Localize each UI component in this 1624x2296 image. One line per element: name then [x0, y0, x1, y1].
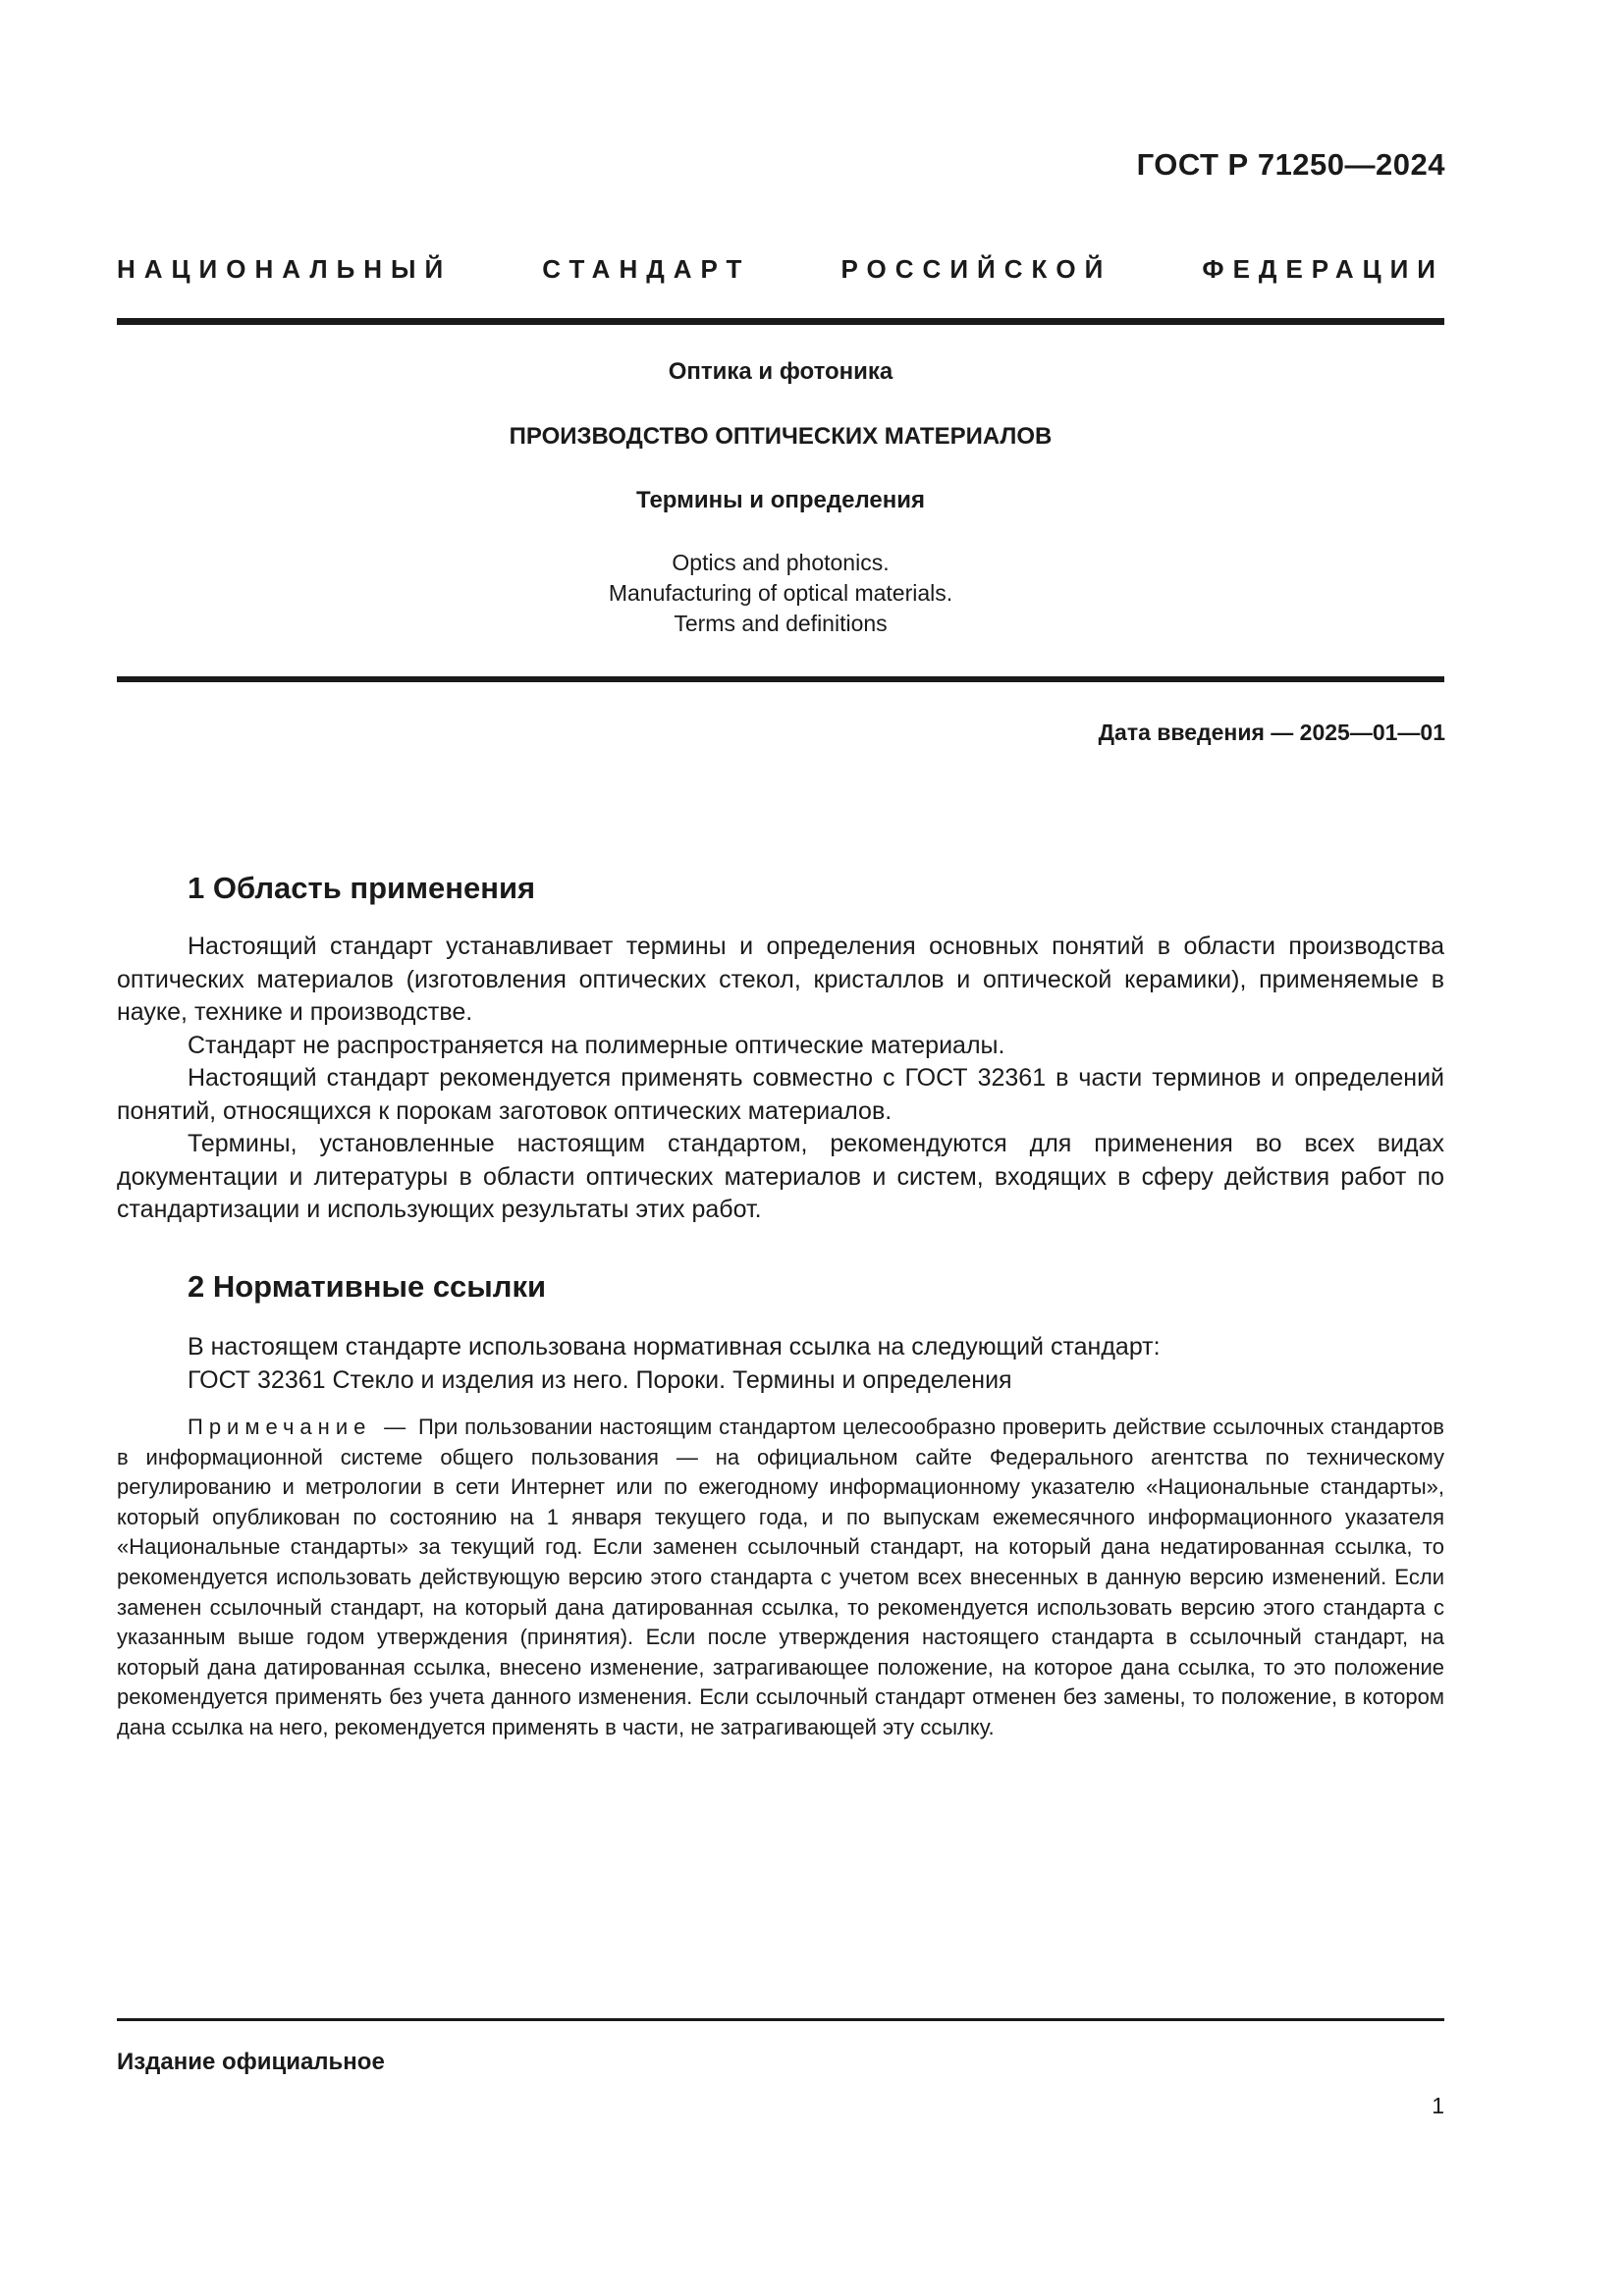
note: [117, 1413, 1444, 1743]
middle-divider: [117, 676, 1444, 682]
top-divider: [117, 318, 1444, 325]
introduction-date: Дата введения — 2025—01—01: [1098, 720, 1445, 745]
title-field: Оптика и фотоника: [668, 358, 893, 385]
paragraph: Термины, установленные настоящим стандартом, рекомендуются для применения во всех видах документации и литературы в области оптических материалов и систем, входящих в сферу действия работ по стандартизации и использующих результаты этих работ.: [117, 1130, 1444, 1223]
note-label: Примечание —: [188, 1415, 412, 1439]
standard-banner: НАЦИОНАЛЬНЫЙ СТАНДАРТ РОССИЙСКОЙ ФЕДЕРАЦИИ: [117, 254, 1444, 284]
paragraph: В настоящем стандарте использована нормативная ссылка на следующий стандарт:: [188, 1333, 1161, 1361]
section-1-body: [117, 931, 1444, 1227]
paragraph: Настоящий стандарт рекомендуется применять совместно с ГОСТ 32361 в части терминов и определений понятий, относящихся к порокам заготовок оптических материалов.: [117, 1064, 1444, 1125]
title-sub: Термины и определения: [635, 487, 926, 513]
english-title: [117, 548, 1444, 639]
edition-label: Издание официальное: [117, 2049, 385, 2075]
section-2-body: [117, 1331, 1444, 1397]
footer-divider: [117, 2018, 1444, 2021]
english-title-line: Manufacturing of optical materials.: [608, 580, 953, 606]
title-main: ПРОИЗВОДСТВО ОПТИЧЕСКИХ МАТЕРИАЛОВ: [509, 423, 1053, 450]
note-text: При пользовании настоящим стандартом целесообразно проверить действие ссылочных стандартов в информационной системе общего пользования — на официальном сайте Федерального агентства по техническому регулированию и метрологии в сети Интернет или по ежегодному информационному указателю «Национальные стандарты», который опубликован по состоянию на 1 января текущего года, и по выпускам ежемесячного информационного указателя «Национальные стандарты» за текущий год. Если заменен ссылочный стандарт, на который дана недатированная ссылка, то рекомендуется использовать действующую версию этого стандарта с учетом всех внесенных в данную версию изменений. Если заменен ссылочный стандарт, на который дана датированная ссылка, то рекомендуется использовать версию этого стандарта с указанным выше годом утверждения (принятия). Если после утверждения настоящего стандарта в ссылочный стандарт, на который дана датированная ссылка, внесено изменение, затрагивающее положение, на которое дана ссылка, то это положение рекомендуется применять без учета данного изменения. Если ссылочный стандарт отменен без замены, то положение, в котором дана ссылка на него, рекомендуется применять в части, не затрагивающей эту ссылку.: [117, 1415, 1444, 1739]
paragraph: Настоящий стандарт устанавливает термины и определения основных понятий в области производства оптических материалов (изготовления оптических стекол, кристаллов и оптической керамики), применяемые в науке, технике и производстве.: [117, 933, 1444, 1026]
english-title-line: Optics and photonics.: [672, 550, 890, 575]
reference-entry: ГОСТ 32361 Стекло и изделия из него. Пороки. Термины и определения: [188, 1365, 1012, 1394]
document-number: ГОСТ Р 71250—2024: [1136, 147, 1445, 182]
section-1-heading: 1 Область применения: [188, 871, 536, 905]
section-2-heading: 2 Нормативные ссылки: [188, 1269, 547, 1304]
english-title-line: Terms and definitions: [674, 611, 888, 636]
page-number: 1: [1432, 2093, 1444, 2118]
paragraph: Стандарт не распространяется на полимерные оптические материалы.: [188, 1031, 1005, 1059]
